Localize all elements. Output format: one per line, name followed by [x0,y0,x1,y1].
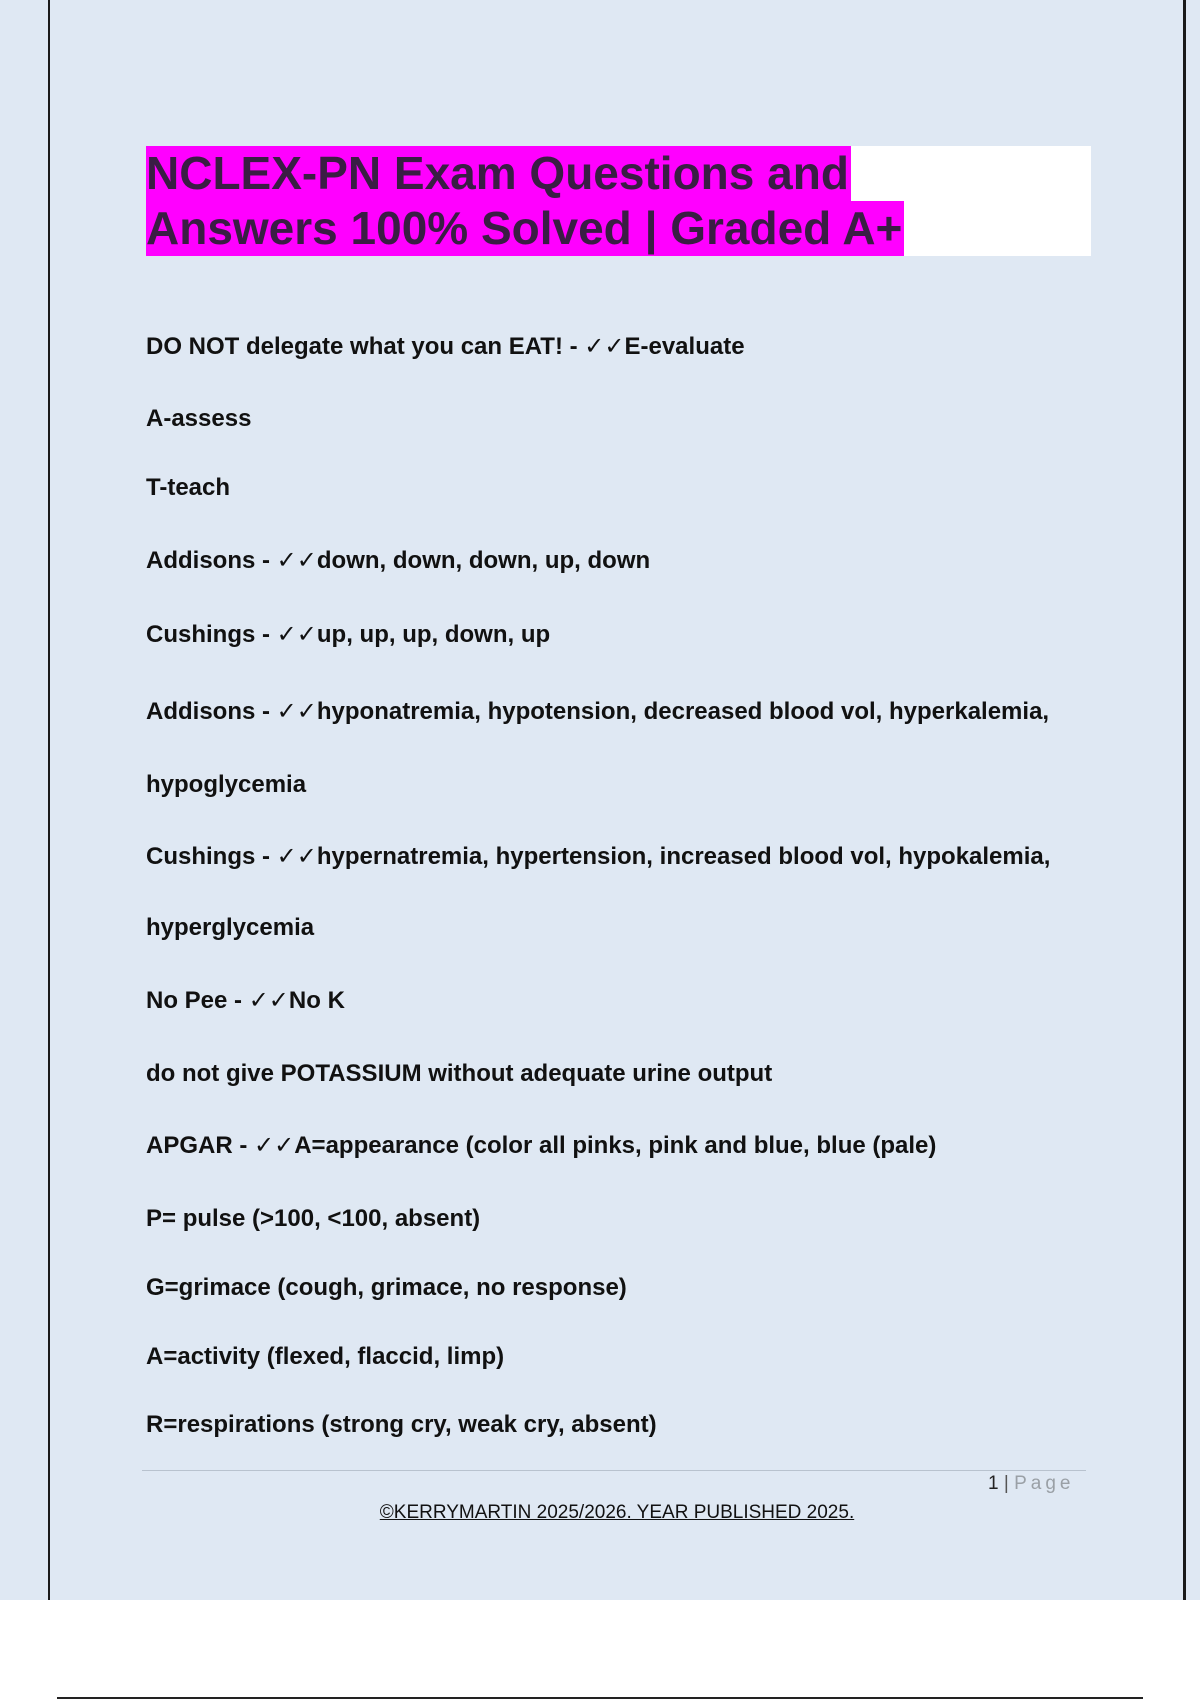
body-line: hypoglycemia [146,771,307,798]
page-right-border [1183,0,1186,1600]
title-line-1: NCLEX-PN Exam Questions and [146,147,849,199]
body-line: hyperglycemia [146,914,315,941]
body-line: Addisons - ✓✓hyponatremia, hypotension, decreased blood vol, hyperkalemia, [146,698,1050,725]
body-line: DO NOT delegate what you can EAT! - ✓✓E-evaluate [146,333,745,360]
body-line: A-assess [146,405,252,432]
body-line: P= pulse (>100, <100, absent) [146,1205,481,1232]
page-label: Page [1014,1473,1075,1494]
body-line: do not give POTASSIUM without adequate urine output [146,1060,773,1087]
body-line: APGAR - ✓✓A=appearance (color all pinks, pink and blue, blue (pale) [146,1132,937,1159]
title-line-2: Answers 100% Solved | Graded A+ [146,202,903,254]
page-number-value: 1 [988,1473,999,1494]
body-line: No Pee - ✓✓No K [146,987,345,1014]
body-line: A=activity (flexed, flaccid, limp) [146,1343,505,1370]
document-title [146,146,1091,256]
body-line: Addisons - ✓✓down, down, down, up, down [146,547,651,574]
body-line: Cushings - ✓✓up, up, up, down, up [146,621,551,648]
body-line: Cushings - ✓✓hypernatremia, hypertension, increased blood vol, hypokalemia, [146,843,1051,870]
footer-divider [142,1470,1086,1471]
page-number-separator: | [1003,1473,1009,1494]
page-left-border [48,0,50,1600]
page-number [988,1473,1074,1495]
body-line: R=respirations (strong cry, weak cry, absent) [146,1411,657,1438]
body-line: G=grimace (cough, grimace, no response) [146,1274,627,1301]
next-page-rule [57,1697,1143,1699]
copyright-notice: ©KERRYMARTIN 2025/2026. YEAR PUBLISHED 2025. [379,1502,855,1523]
body-line: T-teach [146,474,231,501]
